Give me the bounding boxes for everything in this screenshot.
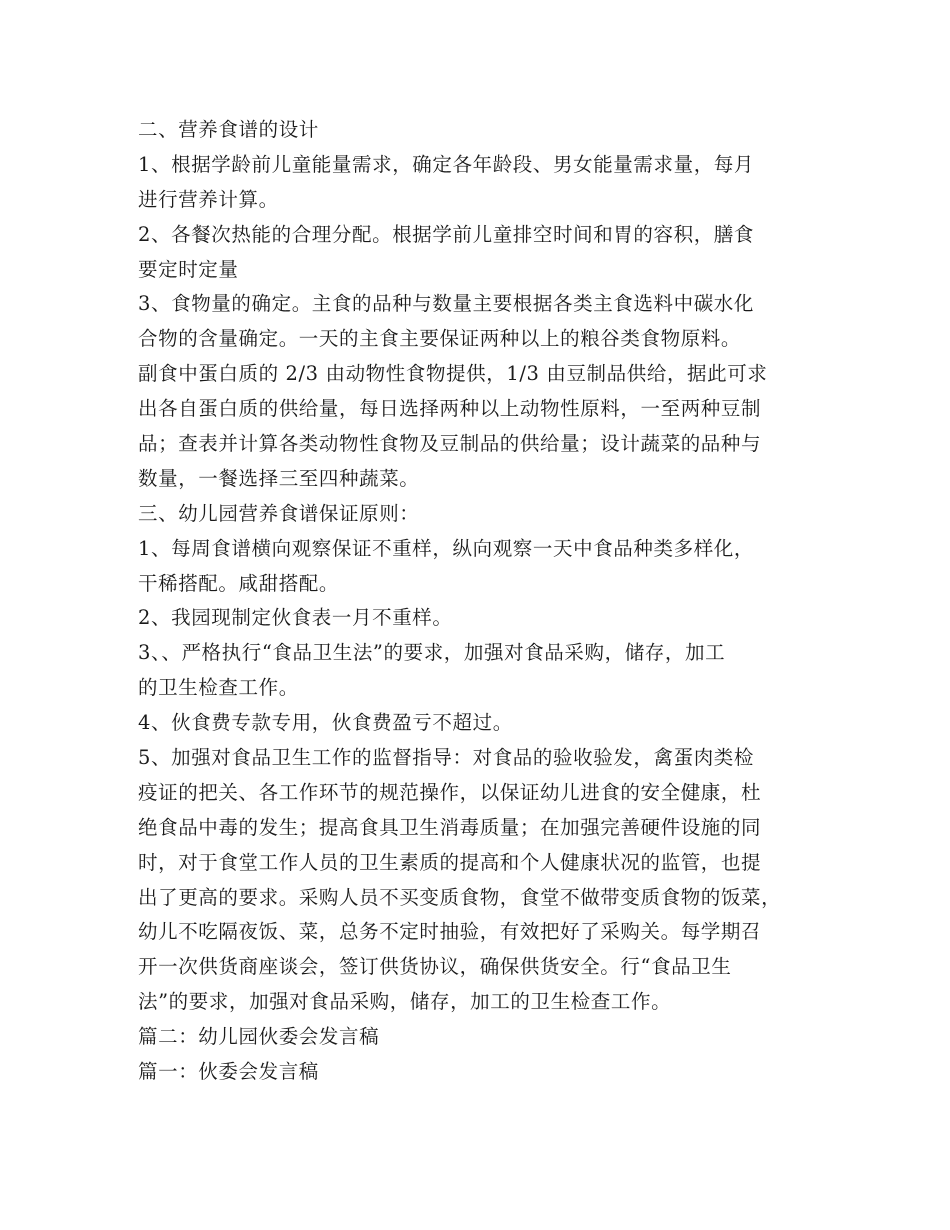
paragraph-line: 开一次供货商座谈会，签订供货协议，确保供货安全。行“食品卫生 — [138, 955, 732, 979]
paragraph-line: 3、、严格执行“食品卫生法”的要求，加强对食品采购，储存，加工 — [138, 641, 726, 665]
document-body — [138, 113, 828, 1090]
paragraph-line: 1、每周食谱横向观察保证不重样，纵向观察一天中食品种类多样化， — [138, 536, 755, 560]
paragraph-line: 要定时定量 — [138, 257, 239, 281]
subheading-part-one: 篇一：伙委会发言稿 — [138, 1060, 319, 1084]
paragraph-line: 法”的要求，加强对食品采购，储存，加工的卫生检查工作。 — [138, 990, 672, 1014]
paragraph-line: 进行营养计算。 — [138, 187, 279, 211]
paragraph-line: 出各自蛋白质的供给量，每日选择两种以上动物性原料，一至两种豆制 — [138, 397, 762, 421]
paragraph-line: 数量，一餐选择三至四种蔬菜。 — [138, 466, 420, 490]
paragraph-line: 绝食品中毒的发生；提高食具卫生消毒质量；在加强完善硬件设施的同 — [138, 815, 762, 839]
paragraph-line: 2、我园现制定伙食表一月不重样。 — [138, 606, 453, 630]
paragraph-line: 干稀搭配。咸甜搭配。 — [138, 571, 340, 595]
paragraph-line: 疫证的把关、各工作环节的规范操作，以保证幼儿进食的安全健康，杜 — [138, 780, 762, 804]
paragraph-line: 2、各餐次热能的合理分配。根据学前儿童排空时间和胃的容积，膳食 — [138, 222, 755, 246]
section-heading-nutrition-menu-design: 二、营养食谱的设计 — [138, 118, 319, 141]
paragraph-line: 时，对于食堂工作人员的卫生素质的提高和个人健康状况的监管，也提 — [138, 850, 762, 874]
paragraph-line: 副食中蛋白质的 2/3 由动物性食物提供，1/3 由豆制品供给，据此可求 — [138, 362, 768, 386]
paragraph-line: 出了更高的要求。采购人员不买变质食物，食堂不做带变质食物的饭菜， — [138, 885, 782, 909]
paragraph-line: 1、根据学龄前儿童能量需求，确定各年龄段、男女能量需求量，每月 — [138, 152, 755, 176]
paragraph-line: 合物的含量确定。一天的主食主要保证两种以上的粮谷类食物原料。 — [138, 327, 742, 351]
paragraph-line: 4、伙食费专款专用，伙食费盈亏不超过。 — [138, 711, 513, 735]
section-heading-menu-principles: 三、幼儿园营养食谱保证原则： — [138, 501, 420, 525]
paragraph-line: 5、加强对食品卫生工作的监督指导：对食品的验收验发，禽蛋肉类检 — [138, 746, 755, 770]
paragraph-line: 幼儿不吃隔夜饭、菜，总务不定时抽验，有效把好了采购关。每学期召 — [138, 920, 762, 944]
paragraph-line: 3、食物量的确定。主食的品种与数量主要根据各类主食选料中碳水化 — [138, 292, 755, 316]
chapter-heading-part-two: 篇二：幼儿园伙委会发言稿 — [138, 1025, 380, 1049]
paragraph-line: 的卫生检查工作。 — [138, 676, 299, 700]
paragraph-line: 品；查表并计算各类动物性食物及豆制品的供给量；设计蔬菜的品种与 — [138, 432, 762, 456]
